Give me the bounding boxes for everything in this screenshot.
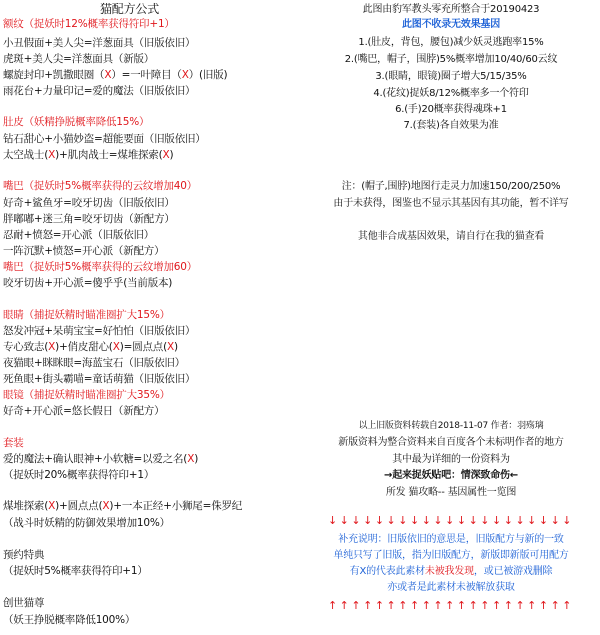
formula-line: （捉妖时5%概率获得符印+1） xyxy=(3,565,148,577)
formula-line: 预约特典 xyxy=(3,549,45,561)
up-arrows: ↑↑↑↑↑↑↑↑↑↑↑↑↑↑↑↑↑↑↑↑↑ xyxy=(327,599,575,612)
notes-subheader: 此图不收录无效果基因 xyxy=(402,19,500,30)
formula-line: 一阵沉默+愤怒=开心派（新配方） xyxy=(3,245,165,257)
group-header-forehead xyxy=(3,18,175,31)
missing-mark: X xyxy=(48,341,56,353)
formula-line: 创世猫尊 xyxy=(3,597,45,609)
group-name: 额纹 xyxy=(3,18,24,30)
effect-item: 6.(手)20概率获得魂珠+1 xyxy=(395,104,507,115)
formula-line: 忍耐+愤怒=开心派（旧版依旧） xyxy=(3,229,155,241)
formula-line: 死鱼眼+街头霸喵=童话萌猫（旧版依旧） xyxy=(3,373,196,385)
source-highlight: →起来捉妖贴吧：情深致命伤← xyxy=(384,470,518,481)
group-header-eyes: 眼睛（捕捉妖精时瞄准圈扩大15%） xyxy=(3,309,170,321)
formula-line: 雨花台+力量印记=爱的魔法（旧版依旧） xyxy=(3,85,196,97)
formula-line: （捉妖时20%概率获得符印+1） xyxy=(3,469,155,481)
effect-item: 7.(套装)各自效果为准 xyxy=(403,120,499,131)
missing-mark: X xyxy=(162,149,170,161)
note-line: 注：(帽子,围脖)地图行走灵力加速150/200/250% xyxy=(341,181,561,192)
formula-line: 虎斑+美人尖=洋葱面具（新版） xyxy=(3,53,155,65)
formula-line: 好奇+鲨鱼牙=咬牙切齿（旧版依旧） xyxy=(3,197,175,209)
notes-panel xyxy=(302,0,600,635)
formula-line: 咬牙切齿+开心派=傻乎乎(当前版本) xyxy=(3,277,173,289)
source-line: 所发 猫攻略-- 基因属性一览图 xyxy=(385,487,517,498)
missing-mark: X xyxy=(104,69,112,81)
formula-line: 小丑假面+美人尖=洋葱面具（旧版依旧） xyxy=(3,37,196,49)
source-line: 新版资料为整合资料来自百度各个未标明作者的地方 xyxy=(338,437,564,448)
missing-mark: X xyxy=(167,341,174,353)
effect-item: 4.(花纹)捉妖8/12%概率多一个符印 xyxy=(373,88,529,99)
missing-mark: X xyxy=(181,69,189,81)
effect-item: 3.(眼睛，眼镜)圈子增大5/15/35% xyxy=(375,71,527,82)
supplement-line: 单纯只写了旧版，指为旧版配方，新版即新版可用配方 xyxy=(333,550,569,561)
formula-line: （战斗时妖精的防御效果增加10%） xyxy=(3,517,170,529)
missing-mark: X xyxy=(48,500,56,512)
supplement-line: 亦或者是此素材未被解放获取 xyxy=(387,582,515,593)
group-effect: （捉妖时12%概率获得符印+1） xyxy=(23,18,175,30)
formula-line: 胖嘟嘟+迷三角=咬牙切齿（新配方） xyxy=(3,213,175,225)
formula-line: 好奇+开心派=悠长假日（新配方） xyxy=(3,405,165,417)
note-line: 由于未获得，图鉴也不显示其基因有其功能，暂不详写 xyxy=(333,198,569,209)
formula-line: 爱的魔法+确认眼神+小软糖=以爱之名(X) xyxy=(3,453,199,465)
formula-line: 夜猫眼+眯眯眼=海蓝宝石（旧版依旧） xyxy=(3,357,185,369)
formula-line: （妖王挣脱概率降低100%） xyxy=(3,614,136,626)
notes-header: 此图由豹军教头零充所整合于20190423 xyxy=(362,4,540,15)
page-title: 猫配方公式 xyxy=(100,2,160,16)
supplement-line: 有X的代表此素材未被我发现，或已被游戏删除 xyxy=(349,566,553,577)
missing-mark: X xyxy=(112,341,120,353)
missing-mark: X xyxy=(48,149,56,161)
source-line: 以上旧版资料转载自2018-11-07 作者：羽殇璃 xyxy=(358,421,544,431)
missing-mark: X xyxy=(102,500,110,512)
formula-line: 螺旋封印+凯撒眼圈（X）=一叶障目（X）(旧版) xyxy=(3,69,228,81)
supplement-line: 补充说明：旧版依旧的意思是，旧版配方与新的一致 xyxy=(338,534,564,545)
group-header-mouth-60: 嘴巴（捉妖时5%概率获得的云纹增加60） xyxy=(3,261,198,273)
group-header-suit: 套装 xyxy=(3,437,24,449)
formula-line: 太空战士(X)+肌肉战士=煤堆探索(X) xyxy=(3,149,174,161)
formula-line: 怒发冲冠+呆萌宝宝=好怕怕（旧版依旧） xyxy=(3,325,196,337)
formula-line: 煤堆探索(X)+圆点点(X)+一本正经+小狮尾=侏罗纪 xyxy=(3,500,243,512)
missing-mark: X xyxy=(187,453,195,465)
group-header-belly: 肚皮（妖精挣脱概率降低15%） xyxy=(3,116,150,128)
effect-item: 2.(嘴巴，帽子，围脖)5%概率增加10/40/60云纹 xyxy=(344,54,558,65)
formula-line: 专心致志(X)+俏皮甜心(X)=圆点点(X) xyxy=(3,341,178,353)
down-arrows: ↓↓↓↓↓↓↓↓↓↓↓↓↓↓↓↓↓↓↓↓↓ xyxy=(327,514,575,527)
formula-line: 钻石甜心+小猫妙盗=超能要面（旧版依旧） xyxy=(3,133,206,145)
group-header-mouth: 嘴巴（捉妖时5%概率获得的云纹增加40） xyxy=(3,180,198,192)
effect-item: 1.(肚皮，背包，腰包)减少妖灵逃跑率15% xyxy=(358,37,544,48)
source-line: 其中最为详细的一份资料为 xyxy=(392,454,510,465)
note-line: 其他非合成基因效果，请自行在我的猫查看 xyxy=(357,231,545,242)
group-header-glasses: 眼镜（捕捉妖精时瞄准圈扩大35%） xyxy=(3,389,170,401)
